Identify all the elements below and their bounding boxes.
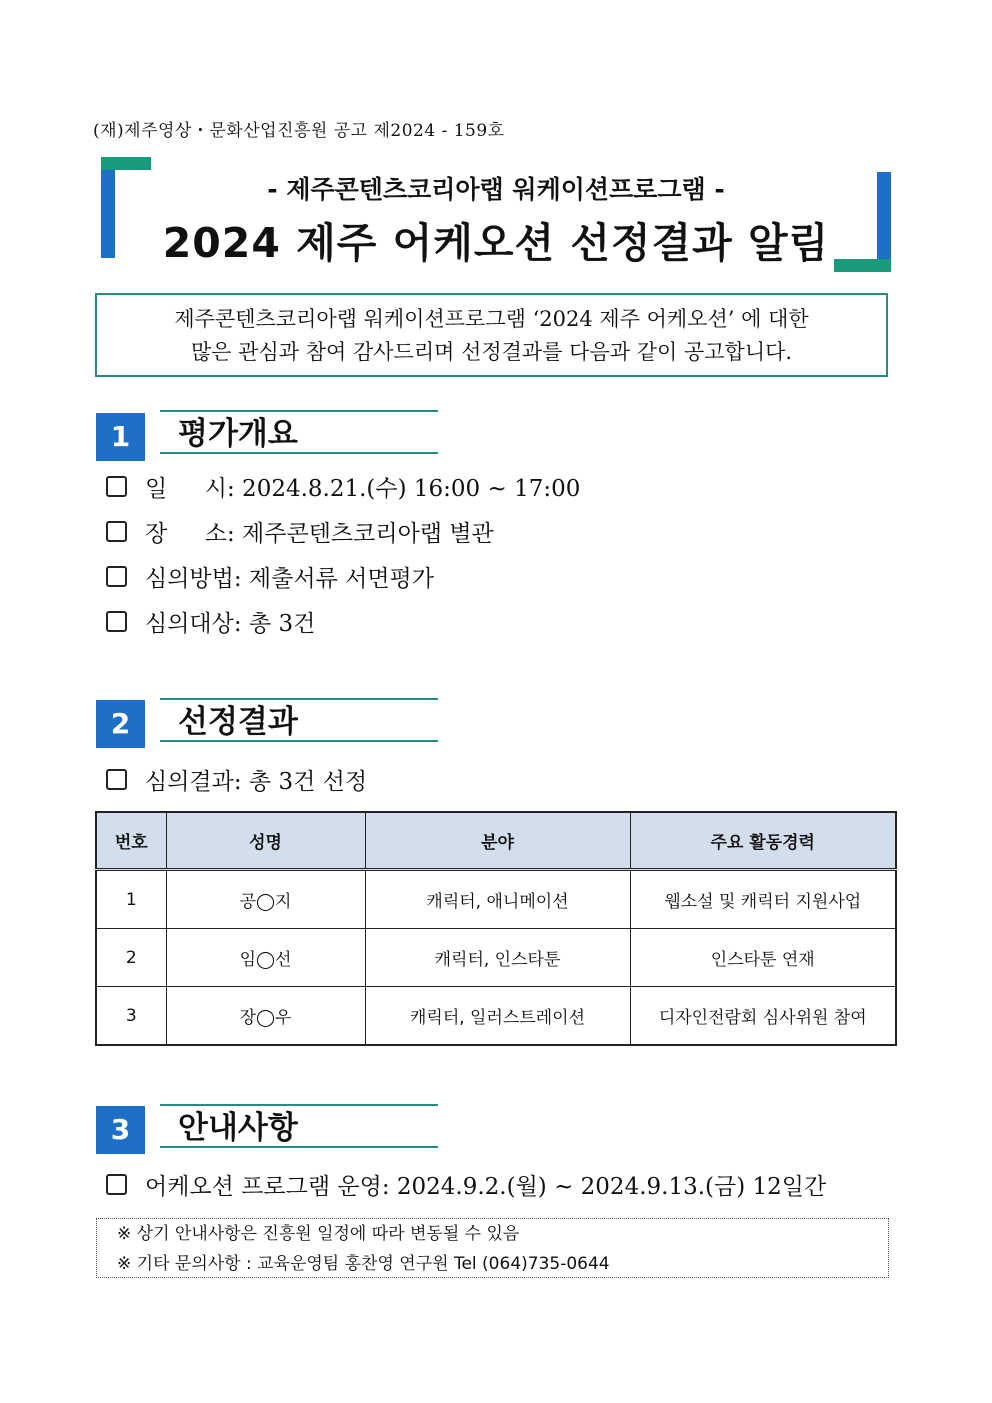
- intro-box: [95, 293, 888, 377]
- section-title-2: 선정결과: [160, 698, 438, 742]
- cell-name: 임◯선: [166, 929, 365, 987]
- col-header-career: 주요 활동경력: [630, 812, 896, 870]
- sub-title: - 제주콘텐츠코리아랩 워케이션프로그램 -: [267, 175, 725, 204]
- overview-place-value: : 제주콘텐츠코리아랩 별관: [227, 521, 494, 547]
- notes-box: [96, 1218, 889, 1278]
- cell-career: 웹소설 및 캐릭터 지원사업: [630, 870, 896, 929]
- cell-number: 3: [96, 987, 166, 1046]
- table-row: [96, 870, 896, 929]
- table-row: [96, 987, 896, 1046]
- checkbox-icon: [106, 476, 127, 497]
- col-header-field: 분야: [365, 812, 630, 870]
- section-title-1: 평가개요: [160, 410, 438, 454]
- cell-number: 2: [96, 929, 166, 987]
- checkbox-icon: [106, 521, 127, 542]
- checkbox-icon: [106, 611, 127, 632]
- section-number-1: 1: [96, 413, 145, 461]
- checkbox-icon: [106, 1174, 127, 1195]
- col-header-number: 번호: [96, 812, 166, 870]
- overview-item-date: 일 시 : 2024.8.21.(수) 16:00 ~ 17:00: [106, 470, 580, 503]
- col-header-name: 성명: [166, 812, 365, 870]
- overview-item-method: 심의방법 : 제출서류 서면평가: [106, 560, 434, 593]
- title-bracket-left-teal: [101, 157, 151, 170]
- cell-name: 장◯우: [166, 987, 365, 1046]
- overview-date-value: : 2024.8.21.(수) 16:00 ~ 17:00: [227, 476, 581, 502]
- notice-number: (재)제주영상・문화산업진흥원 공고 제2024 - 159호: [93, 121, 505, 141]
- checkbox-icon: [106, 566, 127, 587]
- intro-line-2: 많은 관심과 참여 감사드리며 선정결과를 다음과 같이 공고합니다.: [190, 340, 793, 364]
- cell-field: 캐릭터, 애니메이션: [365, 870, 630, 929]
- table-row: [96, 929, 896, 987]
- overview-target-value: : 총 3건: [233, 611, 316, 637]
- cell-career: 디자인전람회 심사위원 참여: [630, 987, 896, 1046]
- program-schedule: 어케오션 프로그램 운영 : 2024.9.2.(월) ~ 2024.9.13.(금) 12일간: [106, 1168, 826, 1201]
- overview-item-target: 심의대상 : 총 3건: [106, 605, 315, 638]
- cell-number: 1: [96, 870, 166, 929]
- cell-career: 인스타툰 연재: [630, 929, 896, 987]
- page-title: 2024 제주 어케오션 선정결과 알림: [162, 219, 830, 267]
- overview-method-value: : 제출서류 서면평가: [233, 566, 434, 592]
- cell-field: 캐릭터, 인스타툰: [365, 929, 630, 987]
- intro-line-1: 제주콘텐츠코리아랩 워케이션프로그램 ‘2024 제주 어케오션’ 에 대한: [174, 307, 809, 331]
- note-line-1: ※ 상기 안내사항은 진흥원 일정에 따라 변동될 수 있음: [117, 1224, 520, 1244]
- section-title-3: 안내사항: [160, 1104, 438, 1148]
- checkbox-icon: [106, 769, 127, 790]
- result-summary: 심의결과 : 총 3건 선정: [106, 763, 367, 796]
- section-number-2: 2: [96, 700, 145, 748]
- cell-name: 공◯지: [166, 870, 365, 929]
- section-number-3: 3: [96, 1106, 145, 1154]
- overview-item-place: 장 소 : 제주콘텐츠코리아랩 별관: [106, 515, 494, 548]
- cell-field: 캐릭터, 일러스트레이션: [365, 987, 630, 1046]
- result-table: [95, 811, 897, 1046]
- table-header-row: [96, 812, 896, 870]
- note-line-2: ※ 기타 문의사항 : 교육운영팀 홍찬영 연구원 Tel (064)735-0644: [117, 1254, 610, 1274]
